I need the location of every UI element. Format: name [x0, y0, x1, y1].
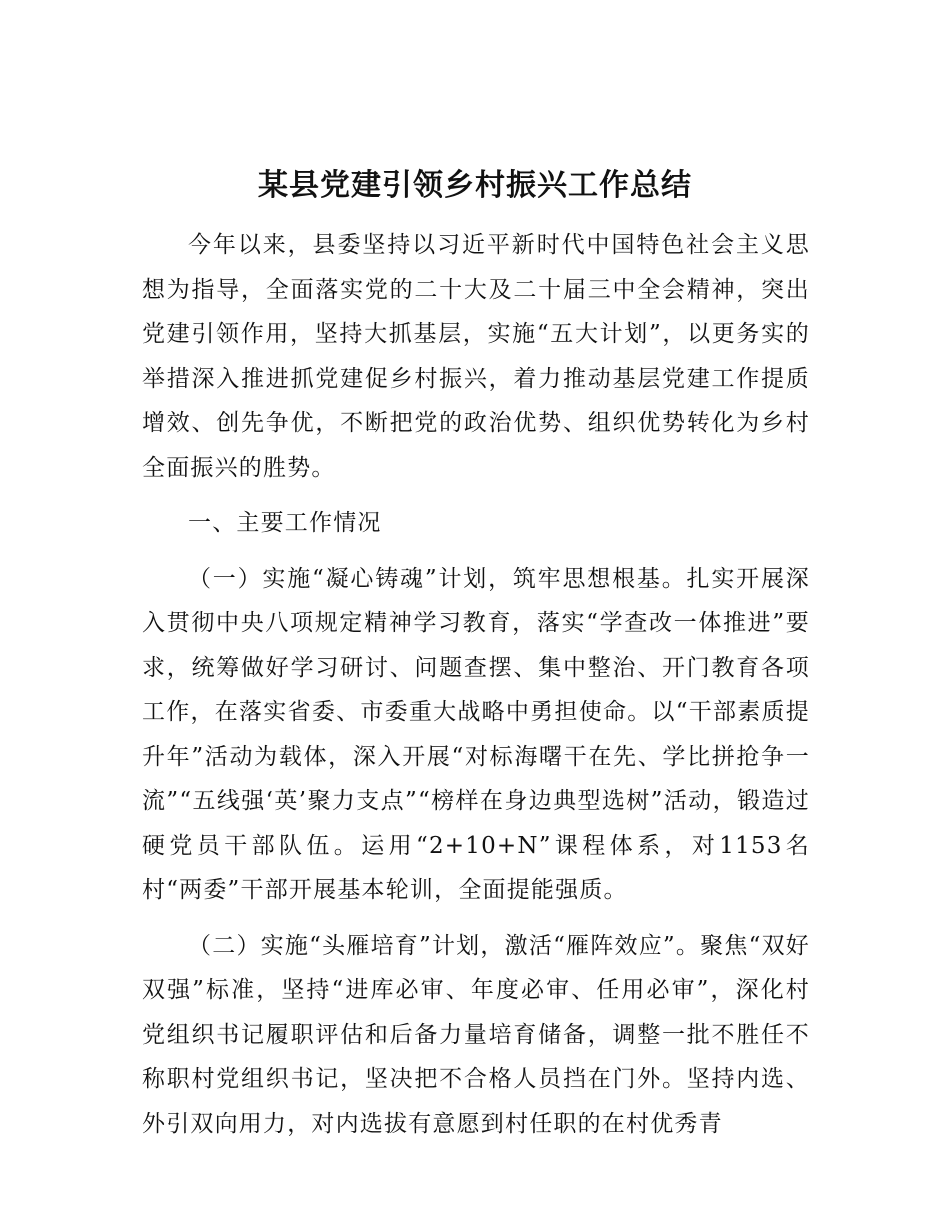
document-title: 某县党建引领乡村振兴工作总结	[258, 168, 692, 203]
section-heading: 一、主要工作情况	[188, 510, 382, 536]
body-paragraph-2: （二）实施“头雁培育”计划，激活“雁阵效应”。聚焦“双好双强”标准，坚持“进库必审、年度必审、任用必审”，深化村党组织书记履职评估和后备力量培育储备，调整一批不胜任不称职村党组织书记，坚决把不合格人员挡在门外。坚持内选、外引双向用力，对内选拔有意愿到村任职的在村优秀青	[142, 932, 810, 1137]
body-paragraph-1: （一）实施“凝心铸魂”计划，筑牢思想根基。扎实开展深入贯彻中央八项规定精神学习教育，落实“学查改一体推进”要求，统筹做好学习研讨、问题查摆、集中整治、开门教育各项工作，在落实省委、市委重大战略中勇担使命。以“干部素质提升年”活动为载体，深入开展“对标海曙干在先、学比拼抢争一流”“五线强‘英’聚力支点”“榜样在身边典型选树”活动，锻造过硬党员干部队伍。运用“2+10+N”课程体系，对1153名村“两委”干部开展基本轮训，全面提能强质。	[142, 565, 810, 903]
intro-paragraph: 今年以来，县委坚持以习近平新时代中国特色社会主义思想为指导，全面落实党的二十大及二十届三中全会精神，突出党建引领作用，坚持大抓基层，实施“五大计划”，以更务实的举措深入推进抓党建促乡村振兴，着力推动基层党建工作提质增效、创先争优，不断把党的政治优势、组织优势转化为乡村全面振兴的胜势。	[142, 232, 810, 481]
document-body	[142, 223, 810, 1146]
